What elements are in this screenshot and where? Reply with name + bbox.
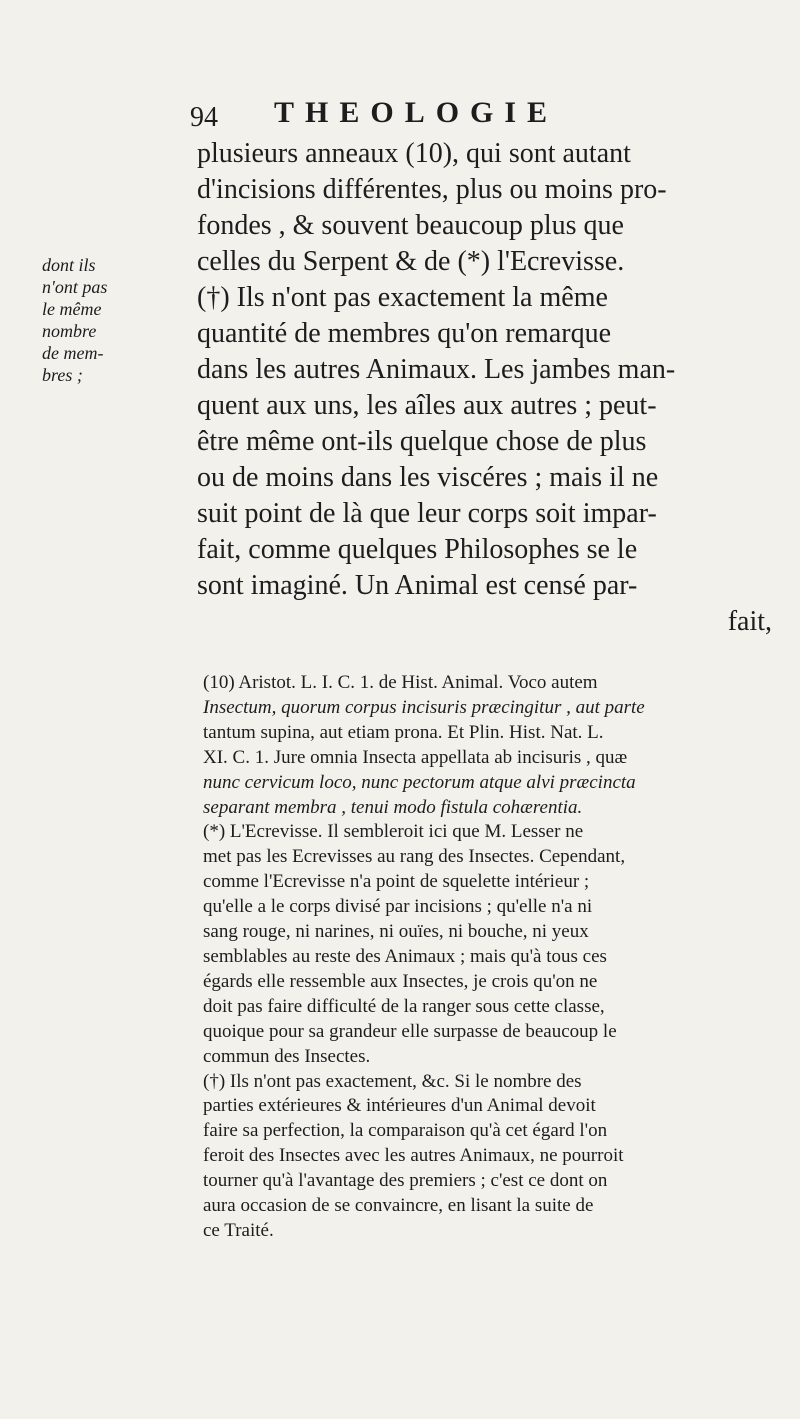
note-line: faire sa perfection, la comparaison qu'à cet égard l'on [203,1120,608,1142]
text-line: suit point de là que leur corps soit impar- [197,498,657,529]
text-line: quent aux uns, les aîles aux autres ; peut- [197,390,657,421]
note-line: ce Traité. [203,1219,274,1241]
note-line: tourner qu'à l'avantage des premiers ; c'est ce dont on [203,1170,608,1192]
text-line: fondes , & souvent beaucoup plus que [197,210,624,241]
footnotes [203,671,771,1244]
text-line: quantité de membres qu'on remarque [197,318,612,349]
margin-note-line: nombre [42,321,97,341]
text-line: plusieurs anneaux (10), qui sont autant [197,138,631,169]
text-line: ou de moins dans les viscéres ; mais il ne [197,462,659,493]
note-line: doit pas faire difficulté de la ranger sous cette classe, [203,995,605,1017]
note-line: nunc cervicum loco, nunc pectorum atque alvi præcincta [203,771,636,793]
note-line: feroit des Insectes avec les autres Animaux, ne pourroit [203,1145,624,1167]
text-line: celles du Serpent & de (*) l'Ecrevisse. [197,246,625,277]
text-line: d'incisions différentes, plus ou moins pro- [197,174,667,205]
text-line: dans les autres Animaux. Les jambes man- [197,354,676,385]
note-line: aura occasion de se convaincre, en lisant la suite de [203,1195,594,1217]
running-title: THEOLOGIE [274,96,559,129]
note-line: met pas les Ecrevisses au rang des Insectes. Cependant, [203,846,626,868]
main-text [197,136,772,640]
note-line: (†) Ils n'ont pas exactement, &c. Si le nombre des [203,1070,582,1092]
note-line: parties extérieures & intérieures d'un Animal devoit [203,1095,596,1117]
note-line: (10) Aristot. L. I. C. 1. de Hist. Animal. Voco autem [203,672,598,693]
note-line: tantum supina, aut etiam prona. Et Plin. Hist. Nat. L. [203,721,604,743]
note-line: XI. C. 1. Jure omnia Insecta appellata ab incisuris , quæ [203,746,628,768]
margin-note-line: bres ; [42,365,83,385]
note-line: commun des Insectes. [203,1045,371,1067]
text-line: (†) Ils n'ont pas exactement la même [197,282,608,313]
text-line: fait, comme quelques Philosophes se le [197,534,638,565]
page-number: 94 [190,102,218,133]
note-line: Insectum, quorum corpus incisuris præcingitur , aut parte [203,696,645,718]
note-line: (*) L'Ecrevisse. Il sembleroit ici que M. Lesser ne [203,821,584,843]
note-line: semblables au reste des Animaux ; mais qu'à tous ces [203,945,607,967]
margin-note-line: de mem- [42,343,104,363]
note-line: égards elle ressemble aux Insectes, je crois qu'on ne [203,970,598,992]
text-line: être même ont-ils quelque chose de plus [197,426,647,457]
text-line: sont imaginé. Un Animal est censé par- [197,570,638,601]
note-line: qu'elle a le corps divisé par incisions ; qu'elle n'a ni [203,896,593,918]
margin-note-line: dont ils [42,255,96,275]
note-line: separant membra , tenui modo fistula cohærentia. [203,796,583,818]
page-header [190,96,770,136]
note-line: sang rouge, ni narines, ni ouïes, ni bouche, ni yeux [203,921,589,943]
note-line: comme l'Ecrevisse n'a point de squelette intérieur ; [203,871,590,893]
margin-note-line: n'ont pas [42,277,108,297]
text-line: fait, [727,606,772,637]
margin-note-line: le même [42,299,102,319]
margin-note [42,254,192,386]
note-line: quoique pour sa grandeur elle surpasse de beaucoup le [203,1020,617,1042]
